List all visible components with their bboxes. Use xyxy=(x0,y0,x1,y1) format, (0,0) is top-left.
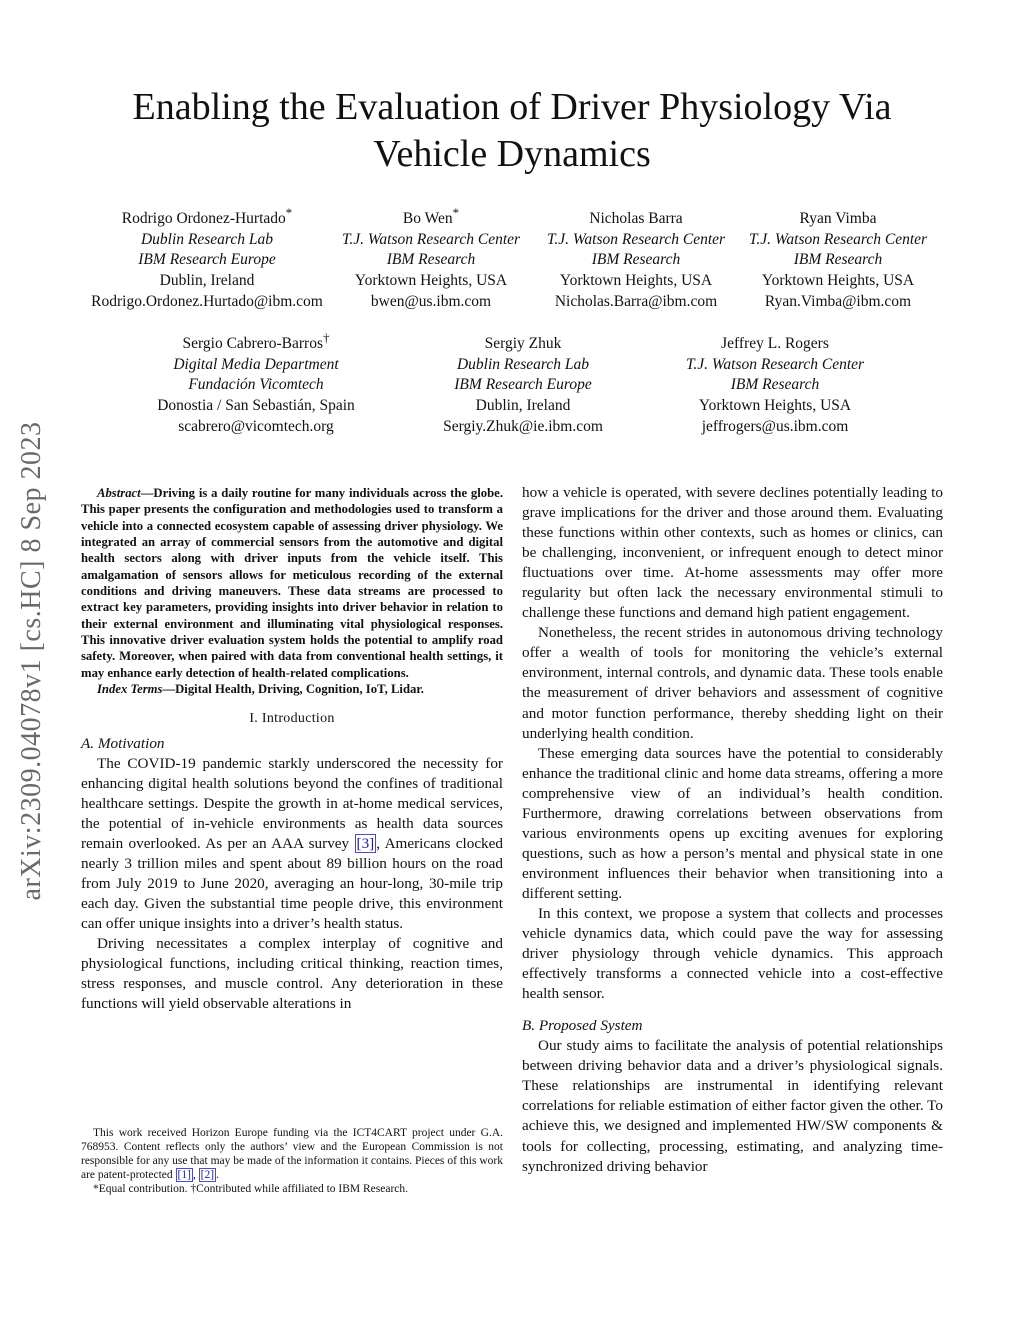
author-block xyxy=(91,203,323,312)
author-location: Dublin, Ireland xyxy=(475,396,571,414)
author-name: Rodrigo Ordonez-Hurtado xyxy=(121,210,286,228)
author-block xyxy=(686,328,864,437)
paragraph: These emerging data sources have the potential to considerably enhance the traditional clinic and home data streams, offering a more comprehensive view of an individual’s health condition. Furthermore, drawing correlations between observations from various environments opens up exciting avenues for exploring questions, such as how a person’s mental and physical state in one environment influences their behavior when transitioning into a different setting. xyxy=(522,744,943,902)
citation-link[interactable]: [3] xyxy=(356,834,375,852)
abstract-label: Abstract xyxy=(97,486,141,500)
author-location: Dublin, Ireland xyxy=(159,271,255,289)
citation-link[interactable]: [1] xyxy=(177,1169,191,1181)
author-dept: T.J. Watson Research Center xyxy=(748,230,928,248)
author-name: Bo Wen xyxy=(402,210,453,228)
author-email[interactable]: scabrero@vicomtech.org xyxy=(178,417,334,435)
index-terms-text: —Digital Health, Driving, Cognition, IoT, Lidar. xyxy=(162,682,424,697)
author-email[interactable]: Ryan.Vimba@ibm.com xyxy=(764,292,912,310)
citation-link[interactable]: [2] xyxy=(200,1169,215,1181)
author-location: Yorktown Heights, USA xyxy=(698,396,852,414)
funding-footnote: This work received Horizon Europe funding via the ICT4CART project under G.A. 768953. Content reflects only the authors’ view and the European Commission is not responsible for any use that may be made of the information it contains. Pieces of this work are patent-protected [1] , [2] . xyxy=(81,1127,503,1181)
author-name: Sergiy Zhuk xyxy=(484,335,562,353)
author-name: Sergio Cabrero-Barros xyxy=(182,335,323,353)
author-block xyxy=(443,328,603,437)
author-org: Fundación Vicomtech xyxy=(188,376,324,394)
paragraph: In this context, we propose a system that collects and processes vehicle dynamics data, which could pave the way for assessing driver physiology through vehicle dynamics. This approach effectively transforms a connected vehicle into a cost-effective health sensor. xyxy=(522,904,943,1003)
author-name: Ryan Vimba xyxy=(799,210,877,228)
author-name: Jeffrey L. Rogers xyxy=(721,335,829,353)
paragraph: Driving necessitates a complex interplay of cognitive and physiological functions, including critical thinking, reaction times, stress responses, and muscle control. Any deterioration in these functions will yield observable alterations in xyxy=(81,934,503,1013)
paragraph: Our study aims to facilitate the analysis of potential relationships between driving behavior data and a driver’s physiological signals. These relationships are instrumental in identifying relevant correlations for reliable estimation of either factor given the other. To achieve this, we designed and implemented HW/SW components & tools for collecting, processing, estimating, and analyzing time-synchronized driving behavior xyxy=(522,1037,943,1175)
author-mark: * xyxy=(452,205,460,220)
author-location: Donostia / San Sebastián, Spain xyxy=(157,396,355,414)
author-org: IBM Research xyxy=(591,251,681,269)
author-block xyxy=(749,203,927,312)
author-email[interactable]: Sergiy.Zhuk@ie.ibm.com xyxy=(443,417,603,435)
author-email[interactable]: Rodrigo.Ordonez.Hurtado@ibm.com xyxy=(91,292,323,310)
equal-contribution-footnote: *Equal contribution. †Contributed while affiliated to IBM Research. xyxy=(93,1183,409,1195)
left-column xyxy=(81,485,503,1014)
abstract-text: —Driving is a daily routine for many individuals across the globe. This paper presents the configuration and methodologies used to transform a vehicle into a connected ecosystem capable of assessing driver physiology. We integrated an array of commercial sensors from the automotive and digital health sectors along with driver inputs from the vehicle itself. This amalgamation of sensors allows for meticulous recording of the external conditions and driving maneuvers. These data streams are processed to extract key parameters, providing insights into driver behavior in relation to their external environment and illuminating vital physiological responses. This innovative driver evaluation system holds the potential to amplify road safety. Moreover, when paired with data from conventional health settings, it may enhance early detection of health-related complications. xyxy=(81,486,503,680)
subsection-heading: B. Proposed System xyxy=(522,1017,643,1035)
author-mark: * xyxy=(285,205,293,220)
author-location: Yorktown Heights, USA xyxy=(761,271,915,289)
author-email[interactable]: Nicholas.Barra@ibm.com xyxy=(554,292,718,310)
author-location: Yorktown Heights, USA xyxy=(559,271,713,289)
author-email[interactable]: jeffrogers@us.ibm.com xyxy=(701,417,849,435)
right-column xyxy=(522,483,943,1177)
author-email[interactable]: bwen@us.ibm.com xyxy=(370,292,492,310)
title-line-1: Enabling the Evaluation of Driver Physiology Via xyxy=(132,86,892,128)
author-dept: T.J. Watson Research Center xyxy=(546,230,726,248)
author-org: IBM Research xyxy=(793,251,883,269)
author-block xyxy=(342,203,520,312)
author-mark: † xyxy=(323,330,330,345)
paragraph: how a vehicle is operated, with severe declines potentially leading to grave implications for the driver and those around them. Evaluating these functions within other contexts, such as homes or clinics, can be challenging, inconvenient, or infrequent enough to detect minor fluctuations over time. At-home assessments may offer more regularity but often lack the necessary environmental stimuli to challenge these functions and demand high patient engagement. xyxy=(522,484,943,622)
author-dept: T.J. Watson Research Center xyxy=(341,230,521,248)
author-block xyxy=(157,328,355,437)
author-org: IBM Research xyxy=(386,251,476,269)
author-dept: Dublin Research Lab xyxy=(456,355,590,373)
author-dept: T.J. Watson Research Center xyxy=(685,355,865,373)
author-dept: Digital Media Department xyxy=(173,355,339,373)
author-block xyxy=(547,203,725,312)
paper-title xyxy=(80,84,944,178)
author-dept: Dublin Research Lab xyxy=(140,230,274,248)
author-org: IBM Research xyxy=(730,376,820,394)
arxiv-side-label: arXiv:2309.04078v1 [cs.HC] 8 Sep 2023 xyxy=(16,421,47,901)
index-terms-label: Index Terms xyxy=(97,682,163,697)
subsection-heading: A. Motivation xyxy=(81,734,165,752)
author-name: Nicholas Barra xyxy=(589,210,683,228)
paragraph: The COVID-19 pandemic starkly underscored the necessity for enhancing digital health solutions beyond the confines of traditional healthcare settings. Despite the growth in at-home medical services, the potential of in-vehicle environments as health data sources remain overlooked. As per an AAA survey [3] , Americans clocked nearly 3 trillion miles and spent about 89 billion hours on the road from July 2019 to June 2020, averaging an hour-long, 30-mile trip each day. Given the substantial time people drive, this environment can offer unique insights into a driver’s health status. xyxy=(81,754,503,932)
author-location: Yorktown Heights, USA xyxy=(354,271,508,289)
footnotes xyxy=(81,1126,503,1196)
abstract xyxy=(81,485,503,697)
paragraph: Nonetheless, the recent strides in autonomous driving technology offer a wealth of tools for monitoring the vehicle’s external environment, internal controls, and dynamic data. These tools enable the measurement of driver behaviors and assessment of cognitive and motor function performance, thereby shedding light on their underlying health condition. xyxy=(522,624,943,742)
author-org: IBM Research Europe xyxy=(138,251,276,269)
section-heading: I. Introduction xyxy=(249,711,335,727)
author-org: IBM Research Europe xyxy=(454,376,592,394)
title-line-2: Vehicle Dynamics xyxy=(373,133,651,175)
